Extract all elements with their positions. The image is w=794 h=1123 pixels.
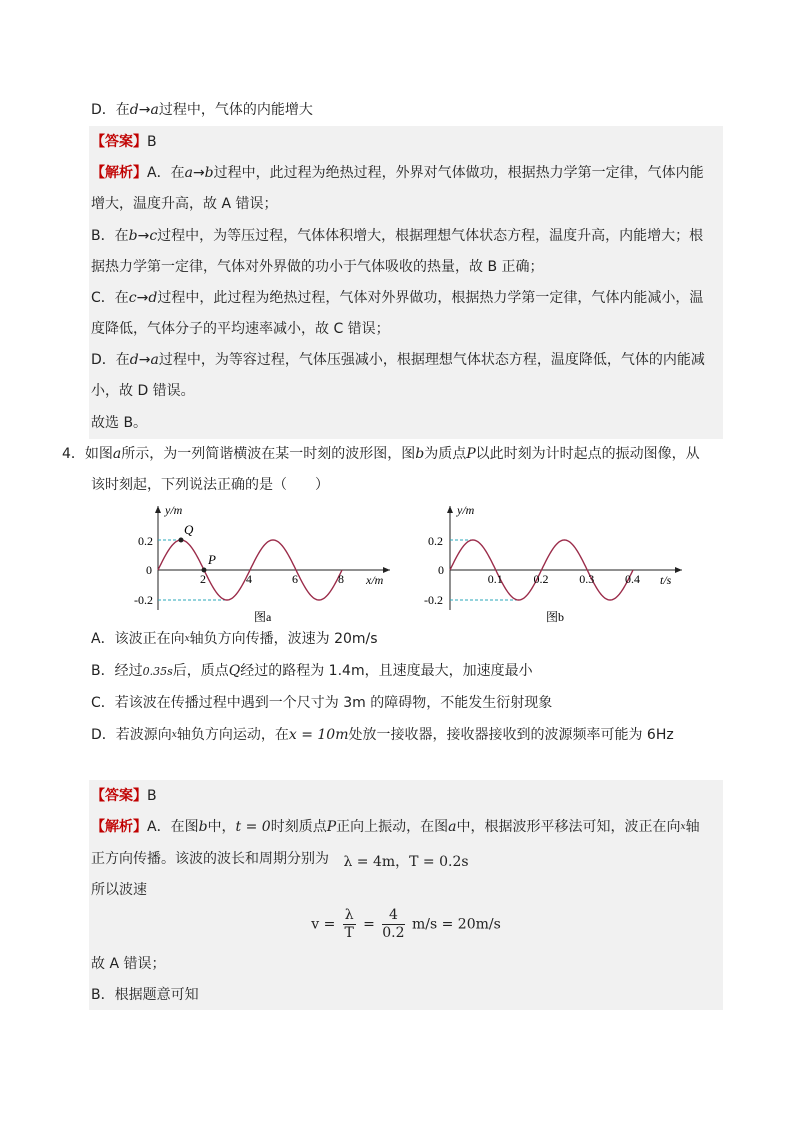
x-tick-label: 0.3 (579, 572, 595, 586)
q4-a-wrong: 故 A 错误； (91, 956, 166, 972)
figure-b-ytick-top: 0.2 (428, 534, 443, 548)
figure-b (424, 500, 688, 625)
q4-equation-speed: v = $\frac{\lambda}{T}$ = $\frac{4}{0.2}$ m/s = 20m/s (311, 907, 501, 941)
q4-answer-block (89, 780, 723, 1010)
point-p (202, 568, 207, 573)
q4-option-d: D．若波源向$^x$轴负方向运动，在x = 10m处放一接收器，接收器接收到的波源频率可能为 6Hz (91, 727, 674, 743)
q3-answer: 【答案】B (91, 134, 157, 150)
q4-so-speed: 所以波速 (91, 882, 147, 898)
figure-a-xlabel: x/m (366, 573, 384, 587)
q3-analysis-a2: 增大，温度升高，故 A 错误； (91, 196, 278, 212)
x-tick-label: 0.4 (625, 572, 640, 586)
x-tick-label: 4 (246, 572, 252, 586)
q4-option-a: A．该波正在向$^x$轴负方向传播，波速为 20m/s (91, 631, 378, 647)
x-tick-label: 2 (200, 572, 206, 586)
figure-a-ytick-zero: 0 (146, 563, 152, 577)
q4-option-c: C．若该波在传播过程中遇到一个尺寸为 3m 的障碍物，不能发生衍射现象 (91, 695, 553, 711)
point-p-label: P (208, 552, 216, 567)
q4-analysis-a2: 正方向传播。该波的波长和周期分别为 (91, 851, 329, 867)
q3-analysis-c2: 度降低，气体分子的平均速率减小，故 C 错误； (91, 321, 390, 337)
q3-conclusion: 故选 B。 (91, 415, 148, 431)
q3-analysis-c1: C．在c→d过程中，此过程为绝热过程，气体对外界做功，根据热力学第一定律，气体内能减小，温 (91, 290, 704, 306)
figure-a-ylabel: y/m (165, 503, 183, 517)
q3-analysis-d1: D．在d→a过程中，为等容过程，气体压强减小，根据理想气体状态方程，温度降低，气体的内能减 (91, 352, 705, 368)
figure-b-ylabel: y/m (457, 503, 475, 517)
x-tick-label: 6 (292, 572, 298, 586)
figure-a (134, 500, 398, 625)
q4-b-intro: B．根据题意可知 (91, 987, 199, 1003)
figure-a-caption: 图a (254, 610, 272, 624)
q4-analysis-a1: 【解析】A．在图b中，t = 0时刻质点P正向上振动，在图a中，根据波形平移法可知，波正在向$^x$轴 (91, 819, 700, 835)
figure-b-caption: 图b (546, 610, 565, 624)
q3-option-d: D．在d→a过程中，气体的内能增大 (91, 102, 313, 118)
q3-analysis-b1: B．在b→c过程中，为等压过程，气体体积增大，根据理想气体状态方程，温度升高，内能增大；根 (91, 228, 704, 244)
fraction-4-over-0.2: $\frac{4}{0.2}$ (382, 907, 405, 941)
figure-b-ytick-bottom: -0.2 (424, 593, 443, 607)
figure-a-ytick-top: 0.2 (138, 534, 153, 548)
figure-b-ytick-zero: 0 (438, 563, 444, 577)
point-q-label: Q (184, 522, 194, 537)
point-q (179, 538, 184, 543)
x-tick-label: 0.1 (487, 572, 503, 586)
x-tick-label: 8 (338, 572, 344, 586)
q3-analysis-a1: 【解析】A．在a→b过程中，此过程为绝热过程，外界对气体做功，根据热力学第一定律，气体内能 (91, 165, 704, 181)
x-tick-label: 0.2 (533, 572, 549, 586)
figure-a-ytick-bottom: -0.2 (134, 593, 153, 607)
fraction-lambda-over-t: $\frac{\lambda}{T}$ (344, 907, 354, 941)
q4-equation-lambda-period: λ = 4m，T = 0.2s (343, 854, 469, 870)
q4-stem-line2: 该时刻起，下列说法正确的是（ ） (91, 477, 329, 493)
q4-option-b: B．经过0.35s后，质点Q经过的路程为 1.4m，且速度最大，加速度最小 (91, 663, 533, 679)
q4-answer: 【答案】B (91, 788, 157, 804)
figure-b-xlabel: t/s (660, 573, 672, 587)
q4-stem-line1: 4．如图a所示，为一列简谐横波在某一时刻的波形图，图b为质点P以此时刻为计时起点的振动图像，从 (62, 446, 700, 462)
q3-analysis-d2: 小，故 D 错误。 (91, 383, 195, 399)
q3-analysis-b2: 据热力学第一定律，气体对外界做的功小于气体吸收的热量，故 B 正确； (91, 259, 544, 275)
